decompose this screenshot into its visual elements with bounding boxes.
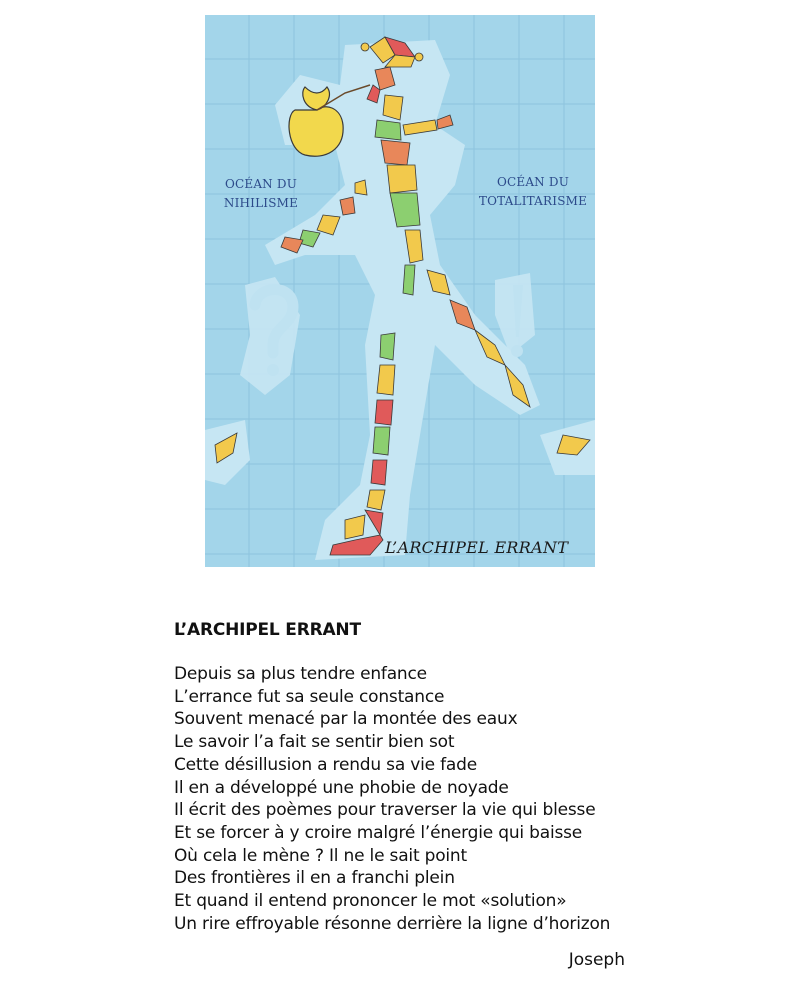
ocean-totalitarianism-label xyxy=(473,173,593,211)
ocean-nihilism-line-1: OCÉAN DU xyxy=(224,177,298,191)
poem-line: Et se forcer à y croire malgré l’énergie qui baisse xyxy=(174,822,583,843)
poem-line: Depuis sa plus tendre enfance xyxy=(174,664,427,684)
poem-line: L’errance fut sa seule constance xyxy=(174,686,445,707)
ocean-totalitarianism-line-2: TOTALITARISME xyxy=(478,194,588,208)
illustration-title: L’ARCHIPEL ERRANT xyxy=(385,538,569,557)
poem-line: Et quand il entend prononcer le mot «solution» xyxy=(174,891,567,912)
poem-line: Un rire effroyable résonne derrière la ligne d’horizon xyxy=(174,913,611,934)
ocean-nihilism-line-2: NIHILISME xyxy=(223,196,299,210)
ocean-nihilism-label xyxy=(213,175,309,213)
poem-line: Le savoir l’a fait se sentir bien sot xyxy=(174,732,455,753)
ocean-totalitarianism-line-1: OCÉAN DU xyxy=(496,175,570,189)
map-drawing xyxy=(205,15,595,567)
poem-author: Joseph xyxy=(568,950,625,970)
poem-line: Des frontières il en a franchi plein xyxy=(174,868,455,889)
poem-line: Il en a développé une phobie de noyade xyxy=(174,777,509,798)
poem-line: Souvent menacé par la montée des eaux xyxy=(174,709,518,730)
poem-body xyxy=(174,663,644,935)
poem-line: Cette désillusion a rendu sa vie fade xyxy=(174,754,477,775)
poem-title: L’ARCHIPEL ERRANT xyxy=(174,620,361,640)
poem-line: Il écrit des poèmes pour traverser la vie qui blesse xyxy=(174,800,596,821)
archipelago-illustration xyxy=(205,15,595,567)
poem-line: Où cela le mène ? Il ne le sait point xyxy=(174,845,467,866)
